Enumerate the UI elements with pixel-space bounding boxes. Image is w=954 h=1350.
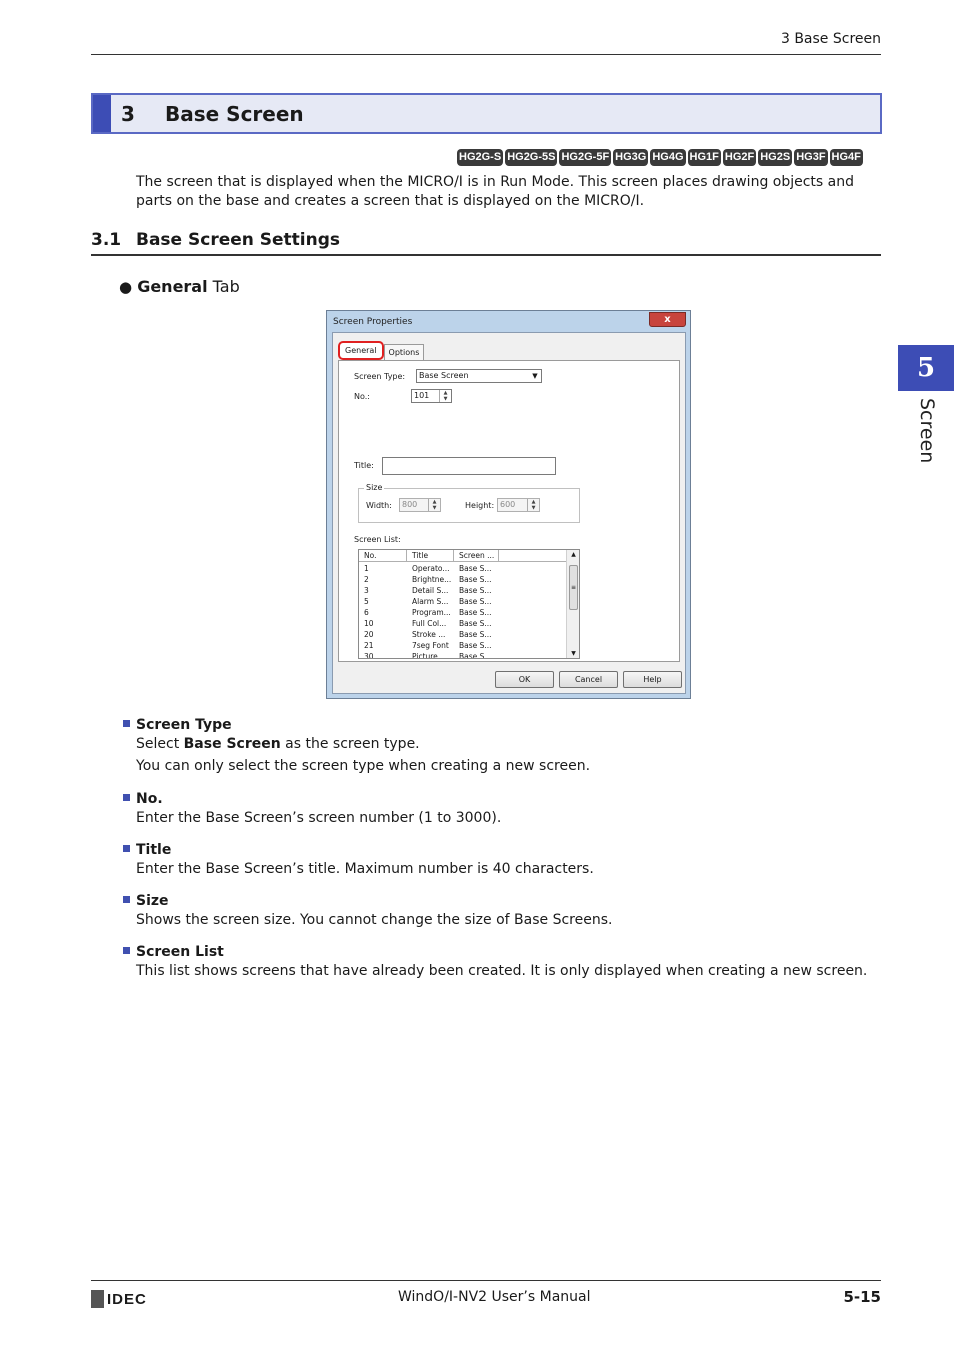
list-row[interactable] [359, 640, 566, 651]
chapter-title: Base Screen [165, 102, 304, 126]
model-badge: HG2F [723, 149, 756, 166]
model-badge: HG2G-5S [505, 149, 557, 166]
square-bullet-icon [123, 947, 130, 954]
column-header[interactable]: No. [359, 550, 407, 561]
list-cell: 21 [364, 641, 374, 650]
item-desc: Shows the screen size. You cannot change the size of Base Screens. [136, 912, 613, 928]
list-header [359, 550, 566, 562]
help-button[interactable]: Help [623, 671, 682, 688]
side-label-text: Screen [916, 398, 938, 464]
column-header[interactable]: Screen ... [454, 550, 499, 561]
list-scrollbar[interactable] [566, 550, 579, 658]
list-cell: 7seg Font [412, 641, 449, 650]
list-cell: Alarm S... [412, 597, 449, 606]
model-badge: HG1F [688, 149, 721, 166]
screen-list[interactable] [358, 549, 580, 659]
list-cell: 1 [364, 564, 369, 573]
item-head: Title [136, 842, 172, 858]
tab-heading [119, 277, 240, 296]
list-cell: 20 [364, 630, 374, 639]
chapter-number: 3 [121, 102, 135, 126]
title-input[interactable] [382, 457, 556, 475]
column-header[interactable]: Title [407, 550, 454, 561]
no-spinner[interactable] [411, 389, 452, 403]
item-head: No. [136, 791, 163, 807]
chapter-bar [93, 95, 111, 132]
square-bullet-icon [123, 845, 130, 852]
list-cell: Base S... [459, 652, 492, 659]
list-cell: Picture [412, 652, 438, 659]
model-badge: HG4F [830, 149, 863, 166]
running-head: 3 Base Screen [780, 31, 881, 47]
no-value: 101 [414, 391, 430, 400]
tab-general[interactable]: General [338, 341, 384, 360]
list-cell: Operato... [412, 564, 450, 573]
list-cell: Base S... [459, 597, 492, 606]
cancel-button[interactable]: Cancel [559, 671, 618, 688]
list-cell: Stroke ... [412, 630, 446, 639]
spinner-arrows-icon: ▲ ▼ [527, 499, 539, 511]
list-cell: Base S... [459, 608, 492, 617]
close-icon[interactable]: x [649, 312, 686, 327]
size-group [358, 483, 580, 523]
list-row[interactable] [359, 596, 566, 607]
screen-properties-dialog [326, 310, 691, 699]
item-title [123, 841, 594, 879]
item-screen-type [123, 716, 590, 776]
item-head: Screen List [136, 944, 224, 960]
model-badge: HG3G [613, 149, 648, 166]
list-cell: Base S... [459, 575, 492, 584]
general-tab-panel [338, 360, 680, 662]
height-label: Height: [465, 501, 495, 510]
item-desc-bold: Base Screen [183, 736, 281, 752]
list-row[interactable] [359, 618, 566, 629]
item-desc-pre: Select [136, 736, 184, 752]
manual-title: WindO/I-NV2 User’s Manual [398, 1289, 591, 1305]
list-row[interactable] [359, 585, 566, 596]
idec-logo [91, 1290, 147, 1308]
list-row[interactable] [359, 574, 566, 585]
list-cell: 30 [364, 652, 374, 659]
bullet-icon: ● [119, 278, 133, 296]
list-cell: 2 [364, 575, 369, 584]
tab-heading-bold: General [137, 277, 208, 296]
spinner-arrows-icon: ▲ ▼ [428, 499, 440, 511]
tab-options[interactable]: Options [384, 344, 425, 360]
dialog-title: Screen Properties [333, 317, 413, 327]
chapter-heading [91, 93, 882, 134]
list-cell: Base S... [459, 586, 492, 595]
list-cell: Base S... [459, 641, 492, 650]
section-rule [91, 254, 881, 256]
list-cell: Base S... [459, 630, 492, 639]
width-label: Width: [366, 501, 392, 510]
model-badges [457, 149, 863, 166]
item-no [123, 790, 501, 828]
width-value: 800 [402, 500, 418, 509]
chapter-tab: 5 [898, 345, 954, 391]
square-bullet-icon [123, 896, 130, 903]
list-row[interactable] [359, 651, 566, 659]
model-badge: HG2G-5F [559, 149, 611, 166]
dialog-tabs [338, 341, 424, 361]
list-row[interactable] [359, 563, 566, 574]
screen-list-label: Screen List: [354, 535, 401, 544]
chapter-side-label [904, 398, 940, 468]
list-cell: 6 [364, 608, 369, 617]
item-head: Screen Type [136, 717, 232, 733]
list-cell: Base S... [459, 564, 492, 573]
screen-type-value: Base Screen [419, 371, 469, 380]
title-label: Title: [354, 461, 374, 470]
model-badge: HG3F [794, 149, 827, 166]
item-desc: You can only select the screen type when creating a new screen. [136, 758, 591, 774]
square-bullet-icon [123, 794, 130, 801]
list-rows [359, 563, 566, 659]
scroll-thumb[interactable]: ≡ [569, 565, 578, 610]
model-badge: HG4G [650, 149, 685, 166]
list-cell: 10 [364, 619, 374, 628]
model-badge: HG2G-S [457, 149, 503, 166]
logo-mark-icon [91, 1290, 104, 1308]
dialog-body [332, 332, 686, 694]
list-row[interactable] [359, 607, 566, 618]
item-head: Size [136, 893, 169, 909]
list-cell: 5 [364, 597, 369, 606]
page-number: 5-15 [843, 1288, 881, 1306]
item-desc [136, 735, 590, 754]
height-spinner [497, 498, 540, 512]
list-cell: Brightne... [412, 575, 452, 584]
list-cell: 3 [364, 586, 369, 595]
item-desc: This list shows screens that have already been created. It is only displayed when creating a new screen. [136, 963, 868, 979]
list-cell: Program... [412, 608, 451, 617]
item-screen-list [123, 943, 867, 981]
section-heading [91, 230, 340, 250]
height-value: 600 [500, 500, 516, 509]
item-size [123, 892, 612, 930]
no-label: No.: [354, 392, 370, 401]
item-desc: Enter the Base Screen’s screen number (1 to 3000). [136, 810, 502, 826]
screen-type-label: Screen Type: [354, 372, 406, 381]
spinner-arrows-icon[interactable]: ▲ ▼ [439, 390, 451, 402]
scroll-down-icon[interactable]: ▼ [571, 650, 576, 657]
model-badge: HG2S [758, 149, 792, 166]
ok-button[interactable]: OK [495, 671, 554, 688]
list-row[interactable] [359, 629, 566, 640]
list-cell: Full Col... [412, 619, 447, 628]
list-cell: Detail S... [412, 586, 449, 595]
scroll-up-icon[interactable]: ▲ [571, 551, 576, 558]
section-number: 3.1 [91, 230, 122, 250]
item-desc-post: as the screen type. [280, 736, 420, 752]
intro-paragraph: The screen that is displayed when the MICRO/I is in Run Mode. This screen places drawing objects and parts on the base and creates a screen that is displayed on the MICRO/I. [136, 174, 855, 209]
tab-heading-rest: Tab [207, 277, 240, 296]
width-spinner [399, 498, 441, 512]
item-desc: Enter the Base Screen’s title. Maximum number is 40 characters. [136, 861, 594, 877]
screen-type-select[interactable] [416, 369, 542, 383]
chevron-down-icon: ▼ [532, 372, 538, 380]
square-bullet-icon [123, 720, 130, 727]
logo-text: IDEC [107, 1290, 147, 1308]
header-rule [91, 54, 881, 55]
size-group-label: Size [366, 483, 383, 492]
list-cell: Base S... [459, 619, 492, 628]
footer-rule [91, 1280, 881, 1281]
section-title: Base Screen Settings [136, 230, 341, 250]
